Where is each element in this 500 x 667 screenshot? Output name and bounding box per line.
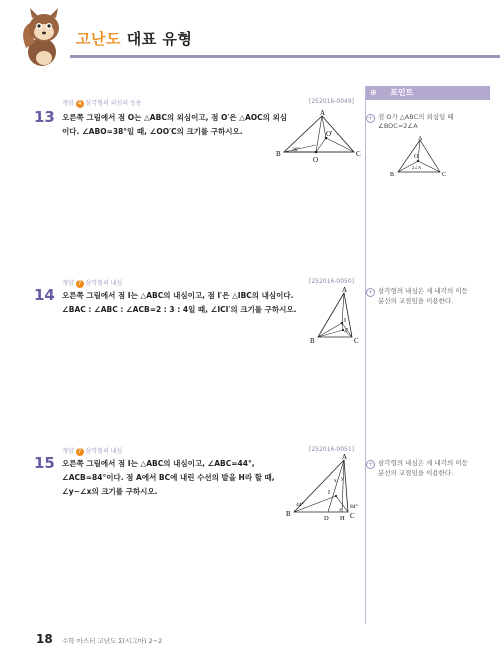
problem-code: [252016-0050] [309,278,355,285]
side-note-text: ∠BOC=2∠A [378,122,418,130]
side-note-bullet: + [367,461,374,468]
angle-b: 44° [296,502,304,508]
label-o-prime: O′ [326,130,333,138]
page-title: 고난도 대표 유형 [76,30,193,48]
side-label-a: A [418,136,423,142]
side-label-b: B [390,172,395,178]
question-line: 오른쪽 그림에서 점 I는 △ABC의 내심이고, ∠ABC=44°, [62,459,255,468]
point-icon: ⊕ [370,88,377,97]
label-b: B [286,510,291,518]
angle-x: x [334,478,337,484]
figure-13 [270,108,366,168]
mascot-icon [20,8,68,68]
side-label-o: O [414,154,419,160]
label-c: C [354,337,359,345]
side-note-text: 분선의 교점임을 이용한다. [378,469,454,477]
figure-14 [308,285,368,347]
page-header [0,0,500,72]
book-title: 수학 마스터 고난도 Σ(시그마) 2−2 [62,637,163,645]
side-note-bullet: + [367,115,374,122]
page-footer [0,628,500,667]
figure-15 [284,452,364,524]
angle-c: 84° [350,504,358,510]
side-note-text: 점 O가 △ABC의 외심일 때 [378,113,454,121]
question-line: ∠ACB=84°이다. 점 A에서 BC에 내린 수선의 발을 H라 할 때, [62,473,275,482]
angle-label: 38° [292,147,300,153]
label-a: A [342,453,348,461]
concept-tag: 개념 7 삼각형의 내심 [62,280,123,287]
label-b: B [276,150,281,158]
side-label-c: C [442,172,447,178]
label-i: I [328,490,330,496]
angle-y: y [341,476,344,482]
side-note-text: 분선의 교점임을 이용한다. [378,297,454,305]
point-header [366,86,490,100]
concept-tag: 개념 7 삼각형의 내심 [62,448,123,455]
label-d: D [324,515,329,522]
point-label: 포인트 [390,88,414,97]
question-line: ∠BAC : ∠ABC : ∠ACB=2 : 3 : 4일 때, ∠ICI′의 크기를 구하시오. [62,305,297,314]
label-i: I [344,318,346,324]
side-note-bullet: + [367,289,374,296]
label-a: A [320,109,326,117]
problem-code: [252016-0049] [309,98,355,105]
problem-number: 15 [34,454,55,472]
label-i-prime: I′ [345,328,349,334]
question-line: ∠y−∠x의 크기를 구하시오. [62,487,158,496]
question-line: 이다. ∠ABO=38°일 때, ∠OO′C의 크기를 구하시오. [62,127,243,136]
label-a: A [342,286,348,294]
label-b: B [310,337,315,345]
problem-number: 14 [34,286,55,304]
side-note-text: 삼각형의 내심은 세 내각의 이등 [378,287,468,295]
problem-code: [252016-0051] [309,446,355,453]
question-line: 오른쪽 그림에서 점 I는 △ABC의 내심이고, 점 I′은 △IBC의 내심이다. [62,291,294,300]
side-figure-13 [390,134,450,180]
problem-number: 13 [34,108,55,126]
label-h: H [340,515,345,522]
label-c: C [350,512,355,520]
concept-tag: 개념 4 삼각형의 외심의 응용 [62,100,142,107]
page-number: 18 [36,632,53,646]
side-note-text: 삼각형의 내심은 세 내각의 이등 [378,459,468,467]
label-c: C [356,150,361,158]
header-divider [70,55,500,58]
question-line: 오른쪽 그림에서 점 O는 △ABC의 외심이고, 점 O′은 △AOC의 외심 [62,113,287,122]
side-angle-label: 2∠A [412,165,422,170]
label-o: O [313,156,319,164]
